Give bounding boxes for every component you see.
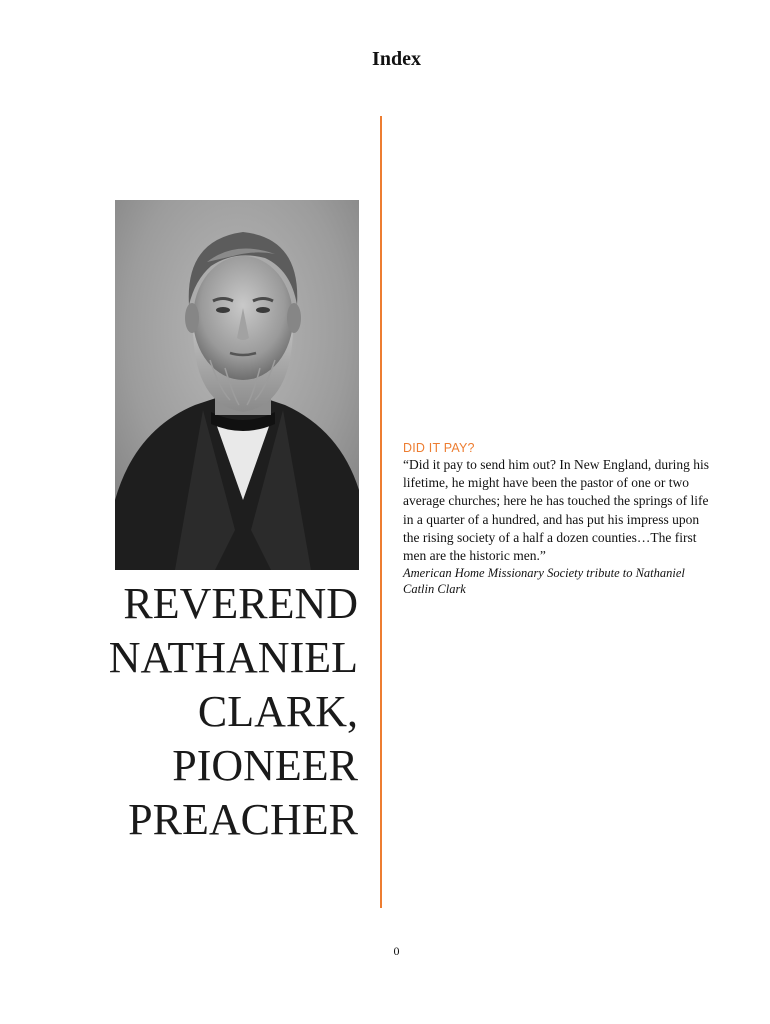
main-title bbox=[60, 577, 358, 847]
vertical-divider bbox=[380, 116, 382, 908]
main-title-line: PREACHER bbox=[128, 795, 358, 844]
quote-text: “Did it pay to send him out? In New England, during his lifetime, he might have been the pastor of one or two average churches; here he has touched the springs of life in a quarter of a hundred, and has put his impress upon the rising society of a half a dozen counties…The first men are the historic men.” bbox=[403, 457, 709, 564]
main-title-line: REVEREND bbox=[123, 579, 358, 628]
portrait-illustration bbox=[115, 200, 359, 570]
page-number: 0 bbox=[393, 944, 400, 958]
portrait-photo bbox=[115, 200, 359, 570]
quote-block bbox=[403, 441, 713, 597]
main-title-line: NATHANIEL bbox=[108, 633, 358, 682]
main-title-line: CLARK, bbox=[197, 687, 358, 736]
page-header-title: Index bbox=[372, 48, 421, 70]
main-title-line: PIONEER bbox=[172, 741, 358, 790]
quote-attribution: American Home Missionary Society tribute to Nathaniel Catlin Clark bbox=[403, 566, 685, 597]
quote-heading: DID IT PAY? bbox=[403, 441, 475, 455]
